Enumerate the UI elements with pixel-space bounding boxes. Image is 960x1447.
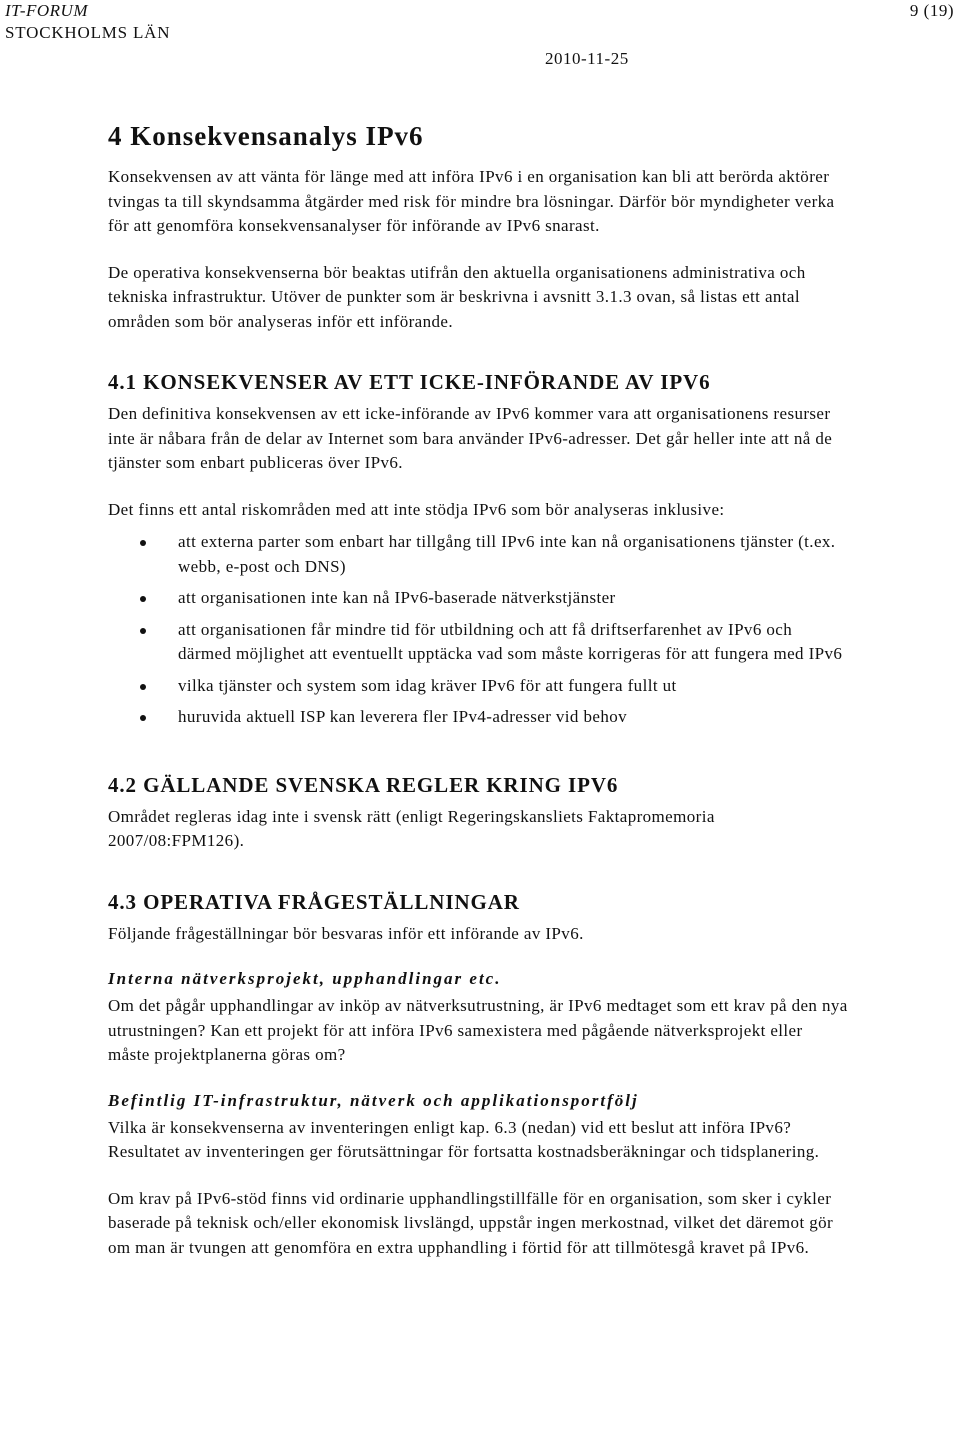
section-4-2-heading: 4.2 GÄLLANDE SVENSKA REGLER KRING IPV6: [108, 772, 619, 797]
subsection-befintlig-paragraph-1: Vilka är konsekvenserna av inventeringen enligt kap. 6.3 (nedan) vid ett beslut att införa IPv6? Resultatet av inventeringen ger förutsättningar för fortsatta kostnadsberäkningar och tidsplanering.: [108, 1117, 820, 1161]
header-date: 2010-11-25: [545, 49, 629, 68]
list-item: att organisationen får mindre tid för utbildning och att få driftserfarenhet av IPv6 och därmed möjlighet att eventuellt upptäcka vad som måste korrigeras för att fungera med IPv6: [108, 618, 848, 667]
risk-list: [108, 530, 848, 730]
section-4-3-heading: 4.3 OPERATIVA FRÅGESTÄLLNINGAR: [108, 889, 520, 914]
header-page-number: 9 (19): [909, 1, 954, 20]
header-organization: IT-FORUM: [5, 1, 88, 20]
list-item: huruvida aktuell ISP kan leverera fler IPv4-adresser vid behov: [108, 705, 848, 730]
subsection-heading-interna: Interna nätverksprojekt, upphandlingar etc.: [108, 969, 502, 988]
bullet-icon: [140, 540, 146, 546]
intro-paragraph-2: De operativa konsekvenserna bör beaktas utifrån den aktuella organisationens administrativa och tekniska infrastruktur. Utöver de punkter som är beskrivna i avsnitt 3.1.3 ovan, så listas ett antal områden som bör analyseras inför ett införande.: [108, 262, 806, 331]
section-4-3-paragraph: Följande frågeställningar bör besvaras inför ett införande av IPv6.: [108, 923, 584, 943]
bullet-icon: [140, 715, 146, 721]
bullet-icon: [140, 628, 146, 634]
intro-paragraph-1: Konsekvensen av att vänta för länge med att införa IPv6 i en organisation kan bli att berörda aktörer tvingas ta till skyndsamma åtgärder med risk för mindre bra lösningar. Därför bör myndigheter verka för att genomföra konsekvensanalyser för införande av IPv6 snarast.: [108, 167, 835, 235]
bullet-icon: [140, 596, 146, 602]
document-body: [108, 118, 848, 1260]
bullet-icon: [140, 684, 146, 690]
section-4-1-heading: 4.1 KONSEKVENSER AV ETT ICKE-INFÖRANDE AV IPV6: [108, 370, 711, 394]
section-4-1-paragraph-2: Det finns ett antal riskområden med att inte stödja IPv6 som bör analyseras inklusive:: [108, 499, 725, 519]
list-item: vilka tjänster och system som idag kräver IPv6 för att fungera fullt ut: [108, 674, 848, 699]
chapter-title: 4 Konsekvensanalys IPv6: [108, 121, 424, 151]
list-item: att externa parter som enbart har tillgång till IPv6 inte kan nå organisationens tjänster (t.ex. webb, e-post och DNS): [108, 530, 848, 579]
subsection-befintlig-paragraph-2: Om krav på IPv6-stöd finns vid ordinarie upphandlingstillfälle för en organisation, som sker i cykler baserade på teknisk och/eller ekonomisk livslängd, uppstår ingen merkostnad, vilket det däremot gör om man är tvungen att genomföra en extra upphandling i förtid för att tillmötesgå kravet på IPv6.: [108, 1188, 834, 1257]
list-item: att organisationen inte kan nå IPv6-baserade nätverkstjänster: [108, 586, 848, 611]
subsection-heading-befintlig: Befintlig IT-infrastruktur, nätverk och applikationsportfölj: [108, 1090, 639, 1110]
header-department: STOCKHOLMS LÄN: [5, 23, 171, 42]
section-4-1-paragraph-1: Den definitiva konsekvensen av ett icke-införande av IPv6 kommer vara att organisationens resurser inte är nåbara från de delar av Internet som bara använder IPv6-adresser. Det går heller inte att nå de tjänster som enbart publiceras över IPv6.: [108, 404, 833, 472]
subsection-interna-paragraph: Om det pågår upphandlingar av inköp av nätverksutrustning, är IPv6 medtaget som ett krav på den nya utrustningen? Kan ett projekt för att införa IPv6 samexistera med pågående nätverksprojekt eller måste projektplanerna göras om?: [108, 996, 848, 1064]
section-4-2-paragraph: Området regleras idag inte i svensk rätt (enligt Regeringskansliets Faktapromemoria 2007/08:FPM126).: [108, 806, 715, 850]
